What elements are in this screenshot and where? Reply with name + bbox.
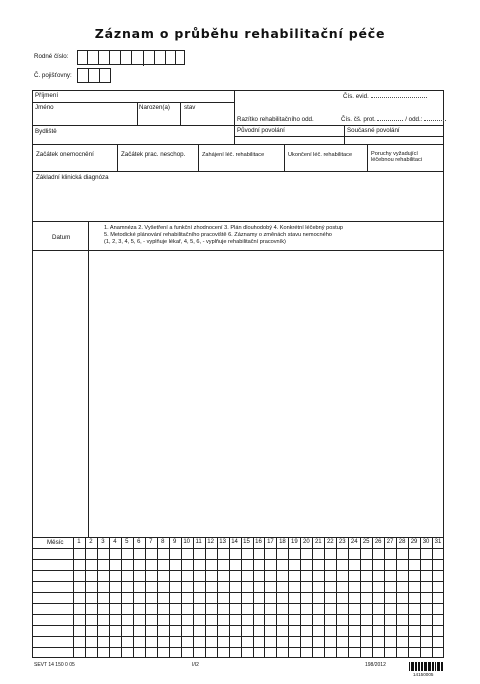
day-header-23: 23: [338, 539, 346, 545]
day-header-3: 3: [101, 539, 105, 545]
pojistovna-field[interactable]: [77, 68, 111, 83]
day-header-18: 18: [279, 539, 286, 545]
cis-cs-prot-label: Čís. čš. prot. / odd.:: [341, 116, 446, 123]
cis-evid-label: Čís. evid.: [343, 93, 427, 100]
day-header-1: 1: [77, 539, 81, 545]
day-header-15: 15: [243, 539, 250, 545]
day-header-25: 25: [362, 539, 370, 545]
datum-column[interactable]: [33, 251, 87, 536]
datum-label: Datum: [52, 234, 71, 241]
footer-code: SEVT 14 150 0 05: [34, 662, 75, 668]
footer-year: 198/2012: [365, 662, 386, 668]
razitko-label: Razítko rehabilitačního odd.: [237, 116, 314, 123]
day-header-5: 5: [125, 539, 129, 545]
day-header-6: 6: [137, 539, 141, 545]
ukonceni-label: Ukončení léč. rehabilitace: [288, 152, 353, 158]
prijmeni-field[interactable]: [33, 90, 234, 102]
day-header-11: 11: [195, 539, 202, 545]
zacatek-onemocneni-label: Začátek onemocnění: [36, 151, 94, 158]
barcode-image: [409, 662, 443, 671]
day-header-21: 21: [314, 539, 322, 545]
day-header-4: 4: [113, 539, 117, 545]
footer-page: I/I2: [192, 662, 199, 668]
diagnoza-field[interactable]: [33, 181, 443, 221]
day-header-9: 9: [173, 539, 177, 545]
jmeno-label: Jméno: [35, 104, 54, 111]
day-header-16: 16: [255, 539, 262, 545]
day-header-30: 30: [422, 539, 430, 545]
bydliste-label: Bydliště: [35, 128, 57, 135]
month-grid: [32, 537, 444, 658]
zacatek-prac-neschop-label: Začátek prac. neschop.: [121, 151, 186, 158]
day-header-14: 14: [231, 539, 238, 545]
pojistovna-label: Č. pojišťovny:: [34, 72, 72, 79]
day-header-27: 27: [386, 539, 394, 545]
day-header-20: 20: [303, 539, 310, 545]
prijmeni-label: Příjmení: [35, 92, 59, 99]
poruchy-label: Poruchy vyžadující léčebnou rehabilitaci: [371, 151, 422, 164]
stav-label: stav: [184, 104, 196, 111]
form-title: Záznam o průběhu rehabilitační péče: [94, 26, 386, 41]
rodne-cislo-label: Rodné číslo:: [34, 53, 69, 60]
day-header-13: 13: [219, 539, 226, 545]
rodne-cislo-field[interactable]: [77, 50, 185, 65]
day-header-10: 10: [183, 539, 191, 545]
records-area[interactable]: [89, 251, 443, 536]
narozen-label: Narozen(a): [139, 104, 170, 111]
barcode-number: 14150005: [413, 672, 434, 677]
puvodni-povolani-label: Původní povolání: [237, 127, 285, 134]
day-header-24: 24: [350, 539, 358, 545]
day-header-2: 2: [89, 539, 93, 545]
day-header-7: 7: [149, 539, 153, 545]
day-header-19: 19: [291, 539, 298, 545]
day-header-28: 28: [398, 539, 406, 545]
zakladni-diagnoza-label: Základní klinická diagnóza: [36, 174, 109, 181]
day-header-8: 8: [161, 539, 165, 545]
mesic-label: Měsíc: [47, 539, 64, 546]
soucasne-povolani-label: Současné povolání: [347, 127, 400, 134]
day-header-22: 22: [326, 539, 334, 545]
day-header-29: 29: [410, 539, 418, 545]
day-header-26: 26: [374, 539, 382, 545]
zahajeni-label: Zahájení léč. rehabilitace: [202, 152, 265, 158]
day-header-31: 31: [434, 539, 442, 545]
day-header-17: 17: [267, 539, 274, 545]
day-header-12: 12: [207, 539, 214, 545]
instructions: 1. Anamnéza 2. Vyšetření a funkční zhodnocení 3. Plán dlouhodobý 4. Konkrétní léčebný postup 5. Metodické plánování rehabilitačního pracoviště 6. Záznamy o změnách stavu nemocného (1, 2, 3, 4, 5, 6, - vyplňuje lékař, 4, 5, 6, - vyplňuje rehabilitační pracovník): [104, 225, 343, 245]
